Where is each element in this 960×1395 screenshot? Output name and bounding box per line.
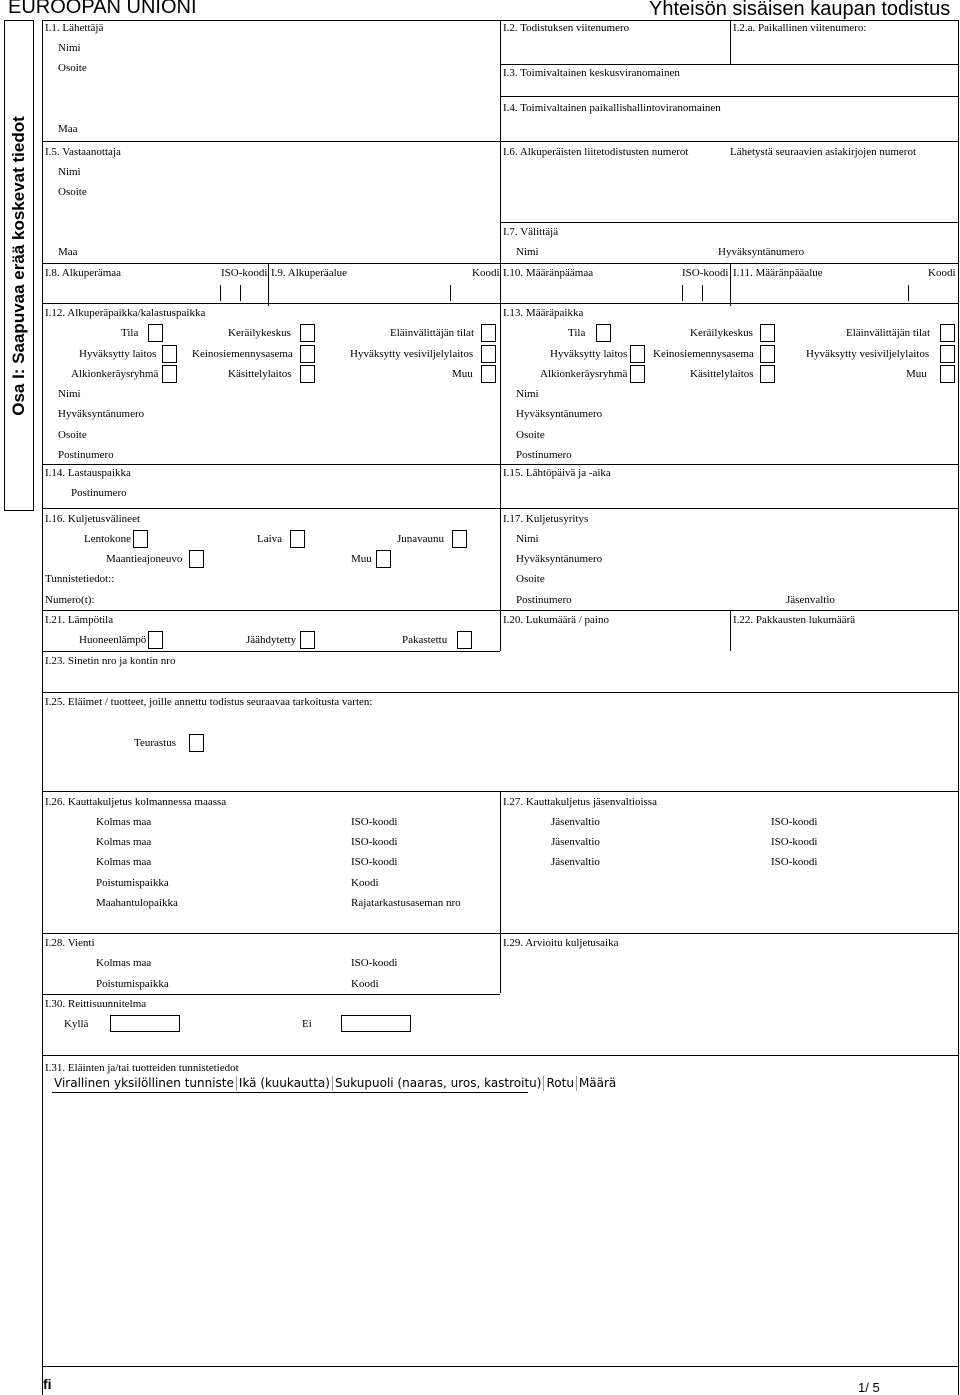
i25-teurastus: Teurastus [134, 737, 176, 749]
i13-keino-checkbox[interactable] [760, 345, 775, 363]
col-divider-1b [500, 263, 501, 306]
i31-table-header [52, 1076, 618, 1091]
i13-postcode: Postinumero [516, 449, 572, 461]
i13-tila-checkbox[interactable] [596, 324, 611, 342]
i31-col-breed: Rotu [544, 1076, 576, 1091]
rule-i12 [42, 303, 959, 304]
i13-address: Osoite [516, 429, 545, 441]
i13-hyvlaitos: Hyväksytty laitos [550, 348, 628, 360]
i1-name: Nimi [58, 42, 81, 54]
i21-huone-checkbox[interactable] [148, 631, 163, 649]
i13-kerailykeskus-checkbox[interactable] [760, 324, 775, 342]
i16-tunniste: Tunnistetiedot:: [45, 573, 115, 585]
i14-label: I.14. Lastauspaikka [45, 467, 131, 479]
i2a-label: I.2.a. Paikallinen viitenumero: [733, 22, 867, 34]
i21-label: I.21. Lämpötila [45, 614, 114, 626]
rule-i7 [500, 222, 958, 223]
i31-label: I.31. Eläinten ja/tai tuotteiden tunnistetiedot [45, 1062, 239, 1074]
i1-country: Maa [58, 123, 78, 135]
i27-iso-2: ISO-koodi [771, 836, 818, 848]
i12-keino-checkbox[interactable] [300, 345, 315, 363]
i12-elain: Eläinvälittäjän tilat [390, 327, 474, 339]
tick [220, 285, 221, 301]
i16-lentokone: Lentokone [84, 533, 132, 545]
i17-member-state: Jäsenvaltio [786, 594, 835, 606]
tick [450, 285, 451, 301]
i10-iso: ISO-koodi [682, 267, 729, 279]
i12-address: Osoite [58, 429, 87, 441]
i30-yes: Kyllä [64, 1018, 89, 1030]
i15-label: I.15. Lähtöpäivä ja -aika [503, 467, 611, 479]
col-divider-1d [500, 508, 501, 610]
i31-col-id: Virallinen yksilöllinen tunniste [52, 1076, 237, 1091]
i28-label: I.28. Vienti [45, 937, 95, 949]
i31-col-qty: Määrä [578, 1076, 617, 1090]
i12-kasittely: Käsittelylaitos [228, 368, 292, 380]
frame-right [958, 20, 959, 1395]
i2-label: I.2. Todistuksen viitenumero [503, 22, 630, 34]
i16-junavaunu: Junavaunu [397, 533, 445, 545]
col-divider-1g [500, 933, 501, 993]
language-code: fi [43, 1376, 52, 1392]
i27-iso-1: ISO-koodi [771, 816, 818, 828]
i7-name: Nimi [516, 246, 539, 258]
i26-country-2: Kolmas maa [96, 836, 152, 848]
i13-approval: Hyväksyntänumero [516, 408, 603, 420]
i12-name: Nimi [58, 388, 81, 400]
i13-alkuker: Alkionkeräysryhmä [540, 368, 628, 380]
tick [702, 285, 703, 301]
i26-iso-2: ISO-koodi [351, 836, 398, 848]
i27-state-3: Jäsenvaltio [551, 856, 600, 868]
header-left-title: EUROOPAN UNIONI [8, 0, 197, 18]
i28-exit: Poistumispaikka [96, 978, 169, 990]
i16-label: I.16. Kuljetusvälineet [45, 513, 141, 525]
i20-label: I.20. Lukumäärä / paino [503, 614, 609, 626]
i11-code: Koodi [928, 267, 956, 279]
i9-label: I.9. Alkuperäalue [271, 267, 348, 279]
i26-exit: Poistumispaikka [96, 877, 169, 889]
i12-hyvlaitos-checkbox[interactable] [162, 345, 177, 363]
i16-laiva-checkbox[interactable] [290, 530, 305, 548]
i27-state-1: Jäsenvaltio [551, 816, 600, 828]
rule-i8 [42, 263, 959, 264]
rule-i14 [42, 464, 959, 465]
i26-entry: Maahantulopaikka [96, 897, 178, 909]
i12-muu-checkbox[interactable] [481, 365, 496, 383]
i9-code: Koodi [472, 267, 500, 279]
i28-iso: ISO-koodi [351, 957, 398, 969]
i12-kerailykeskus-checkbox[interactable] [300, 324, 315, 342]
col-divider-1e [500, 610, 501, 651]
i31-col-sex: Sukupuoli (naaras, uros, kastroitu) [333, 1076, 545, 1091]
col-divider-1f [500, 791, 501, 933]
i26-iso-1: ISO-koodi [351, 816, 398, 828]
i5-name: Nimi [58, 166, 81, 178]
header-right-title: Yhteisön sisäisen kaupan todistus [649, 0, 951, 20]
i12-elain-checkbox[interactable] [481, 324, 496, 342]
i12-alkuker-checkbox[interactable] [162, 365, 177, 383]
i21-jaahd: Jäähdytetty [246, 634, 297, 646]
i30-no-box[interactable] [341, 1015, 411, 1032]
rule-i5 [42, 141, 959, 142]
i7-label: I.7. Välittäjä [503, 226, 559, 238]
rule-i21 [42, 610, 959, 611]
i13-vesi-checkbox[interactable] [940, 345, 955, 363]
i13-tila: Tila [568, 327, 586, 339]
col-divider-1c [500, 306, 501, 508]
rule-i4 [500, 96, 958, 97]
i26-country-3: Kolmas maa [96, 856, 152, 868]
i22-label: I.22. Pakkausten lukumäärä [733, 614, 856, 626]
i13-kasittely-checkbox[interactable] [760, 365, 775, 383]
i21-huone: Huoneenlämpö [79, 634, 147, 646]
i26-iso-3: ISO-koodi [351, 856, 398, 868]
i30-yes-box[interactable] [110, 1015, 180, 1032]
i17-approval: Hyväksyntänumero [516, 553, 603, 565]
i12-hyvlaitos: Hyväksytty laitos [79, 348, 157, 360]
i25-teurastus-checkbox[interactable] [189, 734, 204, 752]
rule-i31 [42, 1055, 959, 1056]
i5-country: Maa [58, 246, 78, 258]
i16-lentokone-checkbox[interactable] [133, 530, 148, 548]
col-divider-i11 [730, 263, 731, 306]
i31-table-rule [52, 1092, 528, 1093]
i5-label: I.5. Vastaanottaja [45, 146, 121, 158]
i12-vesi-checkbox[interactable] [481, 345, 496, 363]
i8-label: I.8. Alkuperämaa [45, 267, 122, 279]
i28-country: Kolmas maa [96, 957, 152, 969]
col-divider-2b [730, 610, 731, 651]
i7-approval: Hyväksyntänumero [718, 246, 805, 258]
tick [908, 285, 909, 301]
i29-label: I.29. Arvioitu kuljetusaika [503, 937, 619, 949]
rule-i23 [42, 651, 500, 652]
part-side-label: Osa I: Saapuvaa erää koskevat tiedot [9, 115, 28, 416]
i21-pakast: Pakastettu [402, 634, 448, 646]
i1-address: Osoite [58, 62, 87, 74]
i31-col-age: Ikä (kuukautta) [237, 1076, 333, 1091]
frame-bottom [42, 1366, 959, 1367]
i6-docs-label: Lähetystä seuraavien asiakirjojen numerot [730, 146, 917, 158]
i16-muu-checkbox[interactable] [376, 550, 391, 568]
rule-i26 [42, 791, 959, 792]
tick [682, 285, 683, 301]
i13-vesi: Hyväksytty vesiviljelylaitos [806, 348, 930, 360]
i27-state-2: Jäsenvaltio [551, 836, 600, 848]
i10-label: I.10. Määränpäämaa [503, 267, 594, 279]
i16-maantie: Maantieajoneuvo [106, 553, 183, 565]
col-divider-i9 [268, 263, 269, 306]
rule-i28 [42, 933, 959, 934]
i12-tila: Tila [121, 327, 139, 339]
i17-name: Nimi [516, 533, 539, 545]
frame-left [42, 20, 43, 1395]
i13-alkuker-checkbox[interactable] [630, 365, 645, 383]
i26-bip: Rajatarkastusaseman nro [351, 897, 461, 909]
i17-address: Osoite [516, 573, 545, 585]
i30-label: I.30. Reittisuunnitelma [45, 998, 147, 1010]
i17-postcode: Postinumero [516, 594, 572, 606]
i16-junavaunu-checkbox[interactable] [452, 530, 467, 548]
i21-pakast-checkbox[interactable] [457, 631, 472, 649]
i14-postcode: Postinumero [71, 487, 127, 499]
i13-kerailykeskus: Keräilykeskus [690, 327, 753, 339]
i17-label: I.17. Kuljetusyritys [503, 513, 589, 525]
i4-label: I.4. Toimivaltainen paikallishallintoviranomainen [503, 102, 721, 114]
i5-address: Osoite [58, 186, 87, 198]
i6-label: I.6. Alkuperäisten liitetodistusten numerot [503, 146, 689, 158]
page-number: 1/ 5 [858, 1380, 880, 1395]
i13-keino: Keinosiemennysasema [653, 348, 754, 360]
i12-keino: Keinosiemennysasema [192, 348, 293, 360]
i26-country-1: Kolmas maa [96, 816, 152, 828]
i27-iso-3: ISO-koodi [771, 856, 818, 868]
rule-i3 [500, 64, 958, 65]
col-divider-2 [730, 20, 731, 64]
i23-label: I.23. Sinetin nro ja kontin nro [45, 655, 176, 667]
i12-kasittely-checkbox[interactable] [300, 365, 315, 383]
i13-muu-checkbox[interactable] [940, 365, 955, 383]
i13-kasittely: Käsittelylaitos [690, 368, 754, 380]
i13-name: Nimi [516, 388, 539, 400]
i1-label: I.1. Lähettäjä [45, 22, 104, 34]
tick [240, 285, 241, 301]
i11-label: I.11. Määränpääalue [733, 267, 823, 279]
i16-numero: Numero(t): [45, 594, 95, 606]
i12-label: I.12. Alkuperäpaikka/kalastuspaikka [45, 307, 206, 319]
i16-maantie-checkbox[interactable] [189, 550, 204, 568]
i27-label: I.27. Kauttakuljetus jäsenvaltioissa [503, 796, 657, 808]
i8-iso: ISO-koodi [221, 267, 268, 279]
i13-elain: Eläinvälittäjän tilat [846, 327, 930, 339]
i16-muu: Muu [351, 553, 372, 565]
i16-laiva: Laiva [257, 533, 283, 545]
i3-label: I.3. Toimivaltainen keskusviranomainen [503, 67, 680, 79]
i26-label: I.26. Kauttakuljetus kolmannessa maassa [45, 796, 227, 808]
i13-label: I.13. Määräpaikka [503, 307, 584, 319]
rule-i30 [42, 994, 500, 995]
i12-postcode: Postinumero [58, 449, 114, 461]
i26-exit-code: Koodi [351, 877, 379, 889]
rule-i25 [42, 692, 959, 693]
i13-elain-checkbox[interactable] [940, 324, 955, 342]
i12-approval: Hyväksyntänumero [58, 408, 145, 420]
i13-muu: Muu [906, 368, 927, 380]
i28-exit-code: Koodi [351, 978, 379, 990]
i12-kerailykeskus: Keräilykeskus [228, 327, 291, 339]
rule-i16 [42, 508, 959, 509]
i13-hyvlaitos-checkbox[interactable] [630, 345, 645, 363]
i21-jaahd-checkbox[interactable] [300, 631, 315, 649]
i30-no: Ei [302, 1018, 312, 1030]
i12-alkuker: Alkionkeräysryhmä [71, 368, 159, 380]
part-side-panel [4, 20, 34, 511]
i25-label: I.25. Eläimet / tuotteet, joille annettu todistus seuraavaa tarkoitusta varten: [45, 696, 373, 708]
i12-muu: Muu [452, 368, 473, 380]
i12-tila-checkbox[interactable] [148, 324, 163, 342]
i12-vesi: Hyväksytty vesiviljelylaitos [350, 348, 474, 360]
